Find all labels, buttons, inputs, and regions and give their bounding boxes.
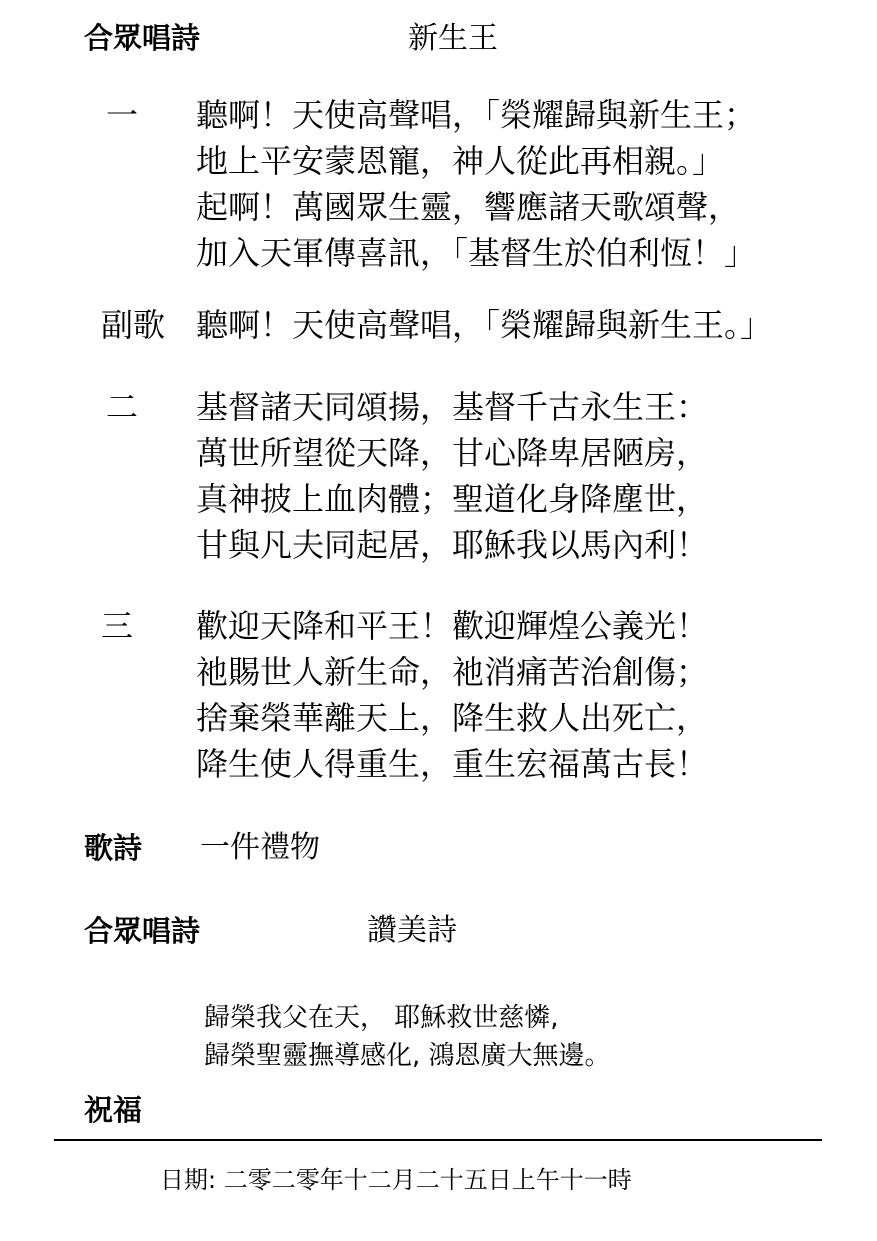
verse-3-line-3: 捨棄榮華離天上，降生救人出死亡，	[196, 699, 709, 737]
refrain-line-1: 聽啊！天使高聲唱，「榮耀歸與新生王。」	[196, 306, 773, 344]
service-date: 日期: 二零二零年十二月二十五日上午十一時	[160, 1166, 632, 1194]
blessing-heading: 祝福	[84, 1093, 143, 1127]
doxology-line-1: 歸榮我父在天， 耶穌救世慈憐,	[204, 1003, 559, 1033]
verse-1-label: 一	[106, 96, 139, 134]
hymn1-heading: 合眾唱詩	[84, 21, 201, 55]
song-heading: 歌詩	[84, 831, 143, 865]
song-title: 一件禮物	[200, 830, 320, 865]
verse-1	[196, 92, 756, 276]
verse-1-line-4: 加入天軍傳喜訊，「基督生於伯利恆！」	[196, 234, 757, 272]
doxology-line-2: 歸榮聖靈撫導感化, 鴻恩廣大無邊。	[204, 1041, 611, 1071]
verse-2-line-1: 基督諸天同頌揚，基督千古永生王：	[196, 388, 709, 426]
hymn1-title: 新生王	[408, 21, 498, 56]
verse-3-line-4: 降生使人得重生，重生宏福萬古長！	[196, 745, 709, 783]
doxology	[204, 999, 611, 1075]
verse-3-line-2: 祂賜世人新生命，祂消痛苦治創傷；	[196, 653, 709, 691]
hymn2-title: 讚美詩	[367, 913, 457, 948]
footer-divider	[54, 1139, 822, 1141]
verse-3	[196, 603, 708, 787]
verse-3-label: 三	[101, 607, 134, 645]
verse-2	[196, 384, 708, 568]
hymn2-heading: 合眾唱詩	[84, 914, 201, 948]
verse-2-line-3: 真神披上血肉體；聖道化身降塵世，	[196, 480, 709, 518]
refrain-label: 副歌	[101, 306, 166, 344]
refrain	[196, 302, 772, 348]
verse-1-line-1: 聽啊！天使高聲唱，「榮耀歸與新生王；	[196, 96, 757, 134]
verse-1-line-2: 地上平安蒙恩寵，神人從此再相親。」	[196, 142, 725, 180]
verse-2-line-4: 甘與凡夫同起居，耶穌我以馬內利！	[196, 526, 709, 564]
verse-2-line-2: 萬世所望從天降，甘心降卑居陋房，	[196, 434, 709, 472]
verse-2-label: 二	[106, 388, 139, 426]
verse-1-line-3: 起啊！萬國眾生靈，響應諸天歌頌聲，	[196, 188, 741, 226]
verse-3-line-1: 歡迎天降和平王！歡迎輝煌公義光！	[196, 607, 709, 645]
